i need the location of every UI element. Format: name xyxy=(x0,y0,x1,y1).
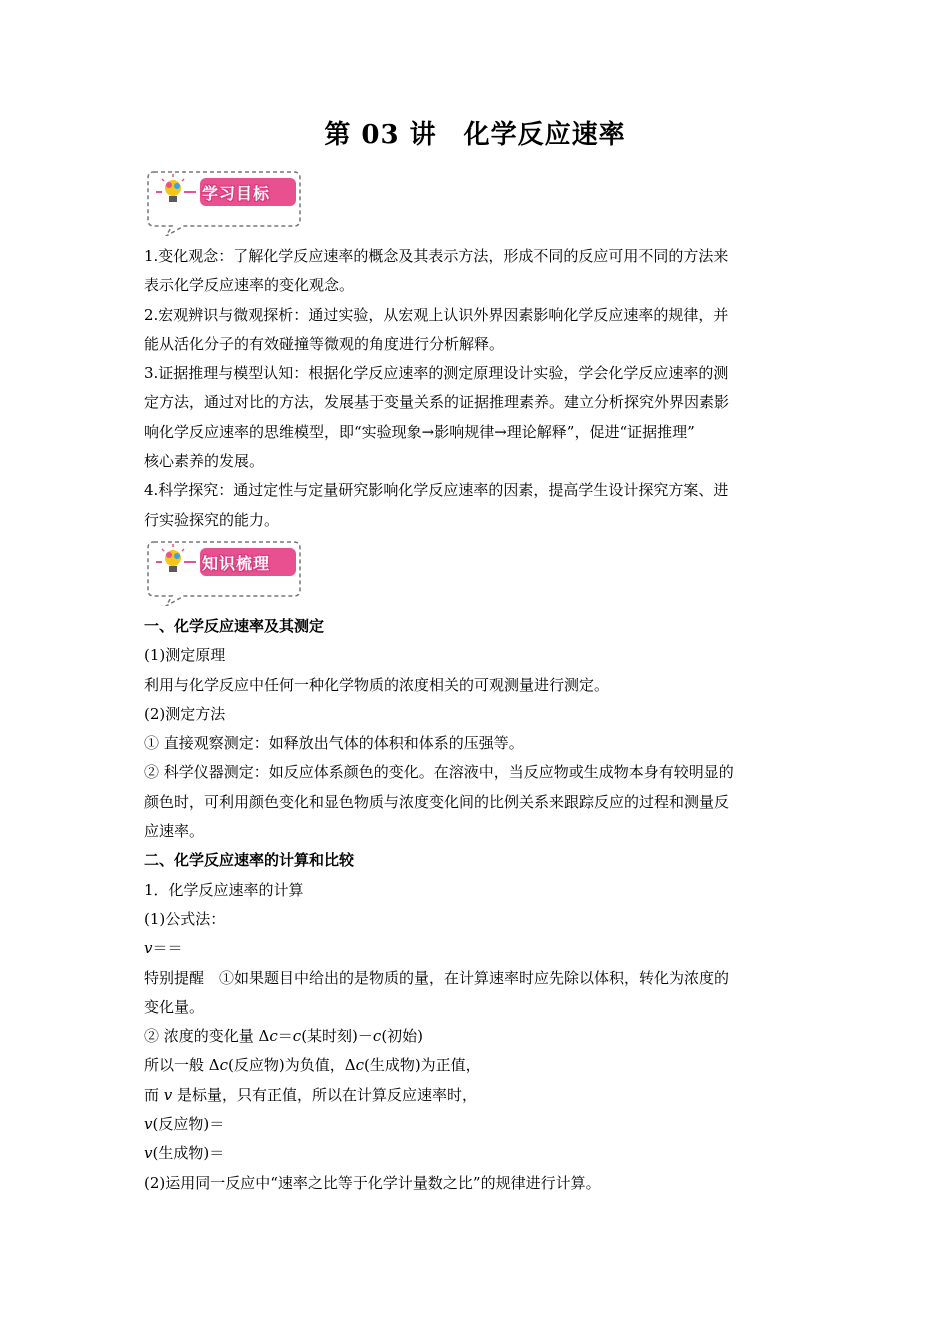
formula-line xyxy=(144,1022,804,1051)
formula-line xyxy=(144,1051,804,1080)
page-title: 第 03 讲 化学反应速率 xyxy=(324,120,626,150)
concentration-symbol: c xyxy=(219,1056,229,1075)
goal-line: 核心素养的发展。 xyxy=(144,452,265,471)
goal-line: 能从活化分子的有效碰撞等微观的角度进行分析解释。 xyxy=(144,334,505,353)
text-span: 所以一般 Δ xyxy=(144,1056,220,1075)
text-span: ＝ xyxy=(277,1027,293,1046)
goal-line: 响化学反应速率的思维模型，即“实验现象→影响规律→理论解释”，促进“证据推理” xyxy=(144,422,695,441)
concentration-symbol: c xyxy=(355,1056,364,1075)
goal-line: 2.宏观辨识与微观探析：通过实验，从宏观上认识外界因素影响化学反应速率的规律，并 xyxy=(144,305,729,324)
text-line: (2)测定方法 xyxy=(144,704,226,723)
velocity-symbol: v xyxy=(144,939,153,958)
velocity-symbol: v xyxy=(163,1085,173,1104)
learning-goals-label: 学习目标 xyxy=(202,184,271,203)
text-span: (初始) xyxy=(381,1027,424,1046)
text-line: 特别提醒 ①如果题目中给出的是物质的量，在计算速率时应先除以体积，转化为浓度的 xyxy=(144,968,730,987)
learning-goals-text xyxy=(144,242,804,535)
text-line: ② 科学仪器测定：如反应体系颜色的变化。在溶液中，当反应物或生成物本身有较明显的 xyxy=(144,763,734,782)
formula-line xyxy=(144,934,804,963)
formula-line xyxy=(144,1081,804,1110)
concentration-symbol: c xyxy=(372,1027,382,1046)
velocity-symbol: v xyxy=(144,1115,153,1134)
goal-line: 4.科学探究：通过定性与定量研究影响化学反应速率的因素，提高学生设计探究方案、进 xyxy=(144,481,729,500)
text-line: 1．化学反应速率的计算 xyxy=(144,880,304,899)
section-heading: 二、化学反应速率的计算和比较 xyxy=(144,851,355,870)
goal-line: 定方法，通过对比的方法，发展基于变量关系的证据推理素养。建立分析探究外界因素影 xyxy=(144,393,730,412)
text-line: ① 直接观察测定：如释放出气体的体积和体系的压强等。 xyxy=(144,734,524,753)
text-span: (生成物)为正值， xyxy=(363,1056,481,1075)
goal-line: 行实验探究的能力。 xyxy=(144,510,280,529)
velocity-symbol: v xyxy=(144,1144,153,1163)
text-line: 利用与化学反应中任何一种化学物质的浓度相关的可观测量进行测定。 xyxy=(144,675,610,694)
text-line: (1)公式法： xyxy=(144,909,226,928)
knowledge-content xyxy=(144,612,804,1198)
goal-line: 3.证据推理与模型认知：根据化学反应速率的测定原理设计实验，学会化学反应速率的测 xyxy=(144,364,729,383)
text-span: (反应物)为负值，Δ xyxy=(228,1056,356,1075)
equals-sign: ＝＝ xyxy=(152,939,183,958)
section-heading: 一、化学反应速率及其测定 xyxy=(144,617,325,635)
knowledge-review-label: 知识梳理 xyxy=(202,554,271,573)
concentration-symbol: c xyxy=(269,1027,278,1046)
formula-line xyxy=(144,1110,804,1139)
goal-line: 1.变化观念：了解化学反应速率的概念及其表示方法，形成不同的反应可用不同的方法来 xyxy=(144,247,729,265)
text-line: 变化量。 xyxy=(144,997,205,1016)
goal-line: 表示化学反应速率的变化观念。 xyxy=(144,276,355,295)
formula-line xyxy=(144,1139,804,1168)
learning-goals-badge xyxy=(144,168,304,236)
text-span: 是标量，只有正值，所以在计算反应速率时， xyxy=(172,1085,478,1104)
text-line: (1)测定原理 xyxy=(144,646,226,665)
text-span: (某时刻)－ xyxy=(301,1027,373,1046)
text-span: (生成物)＝ xyxy=(152,1144,225,1163)
text-span: ② 浓度的变化量 Δ xyxy=(144,1027,270,1046)
text-span: (反应物)＝ xyxy=(152,1115,225,1134)
text-span: 而 xyxy=(144,1085,164,1104)
text-line: (2)运用同一反应中“速率之比等于化学计量数之比”的规律进行计算。 xyxy=(144,1173,601,1192)
text-line: 应速率。 xyxy=(144,822,205,841)
knowledge-review-badge xyxy=(144,538,304,606)
text-line: 颜色时，可利用颜色变化和显色物质与浓度变化间的比例关系来跟踪反应的过程和测量反 xyxy=(144,792,730,811)
concentration-symbol: c xyxy=(292,1027,302,1046)
